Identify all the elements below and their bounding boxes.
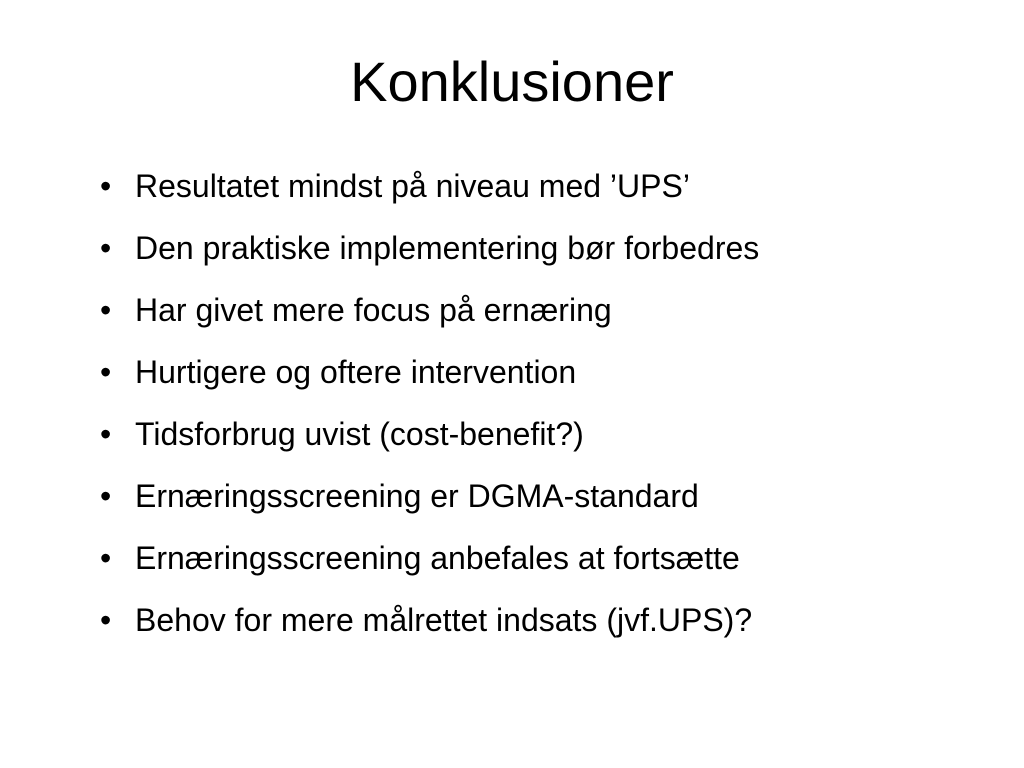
bullet-text: Den praktiske implementering bør forbedres xyxy=(135,229,760,266)
bullet-item xyxy=(100,217,980,279)
bullet-item xyxy=(100,279,980,341)
bullet-text: Ernæringsscreening er DGMA-standard xyxy=(135,477,699,514)
bullet-text: Hurtigere og oftere intervention xyxy=(135,353,577,390)
bullet-marker: • xyxy=(100,539,112,576)
bullet-item xyxy=(100,527,980,589)
slide-title: Konklusioner xyxy=(350,50,674,113)
bullet-text: Ernæringsscreening anbefales at fortsætte xyxy=(135,539,740,576)
bullet-list xyxy=(100,155,980,651)
bullet-item xyxy=(100,155,980,217)
bullet-marker: • xyxy=(100,353,112,390)
bullet-marker: • xyxy=(100,229,112,266)
bullet-item xyxy=(100,341,980,403)
bullet-text: Har givet mere focus på ernæring xyxy=(135,291,612,328)
bullet-marker: • xyxy=(100,601,112,638)
bullet-item xyxy=(100,465,980,527)
bullet-marker: • xyxy=(100,291,112,328)
bullet-text: Tidsforbrug uvist (cost-benefit?) xyxy=(135,415,584,452)
bullet-marker: • xyxy=(100,415,112,452)
bullet-item xyxy=(100,403,980,465)
bullet-marker: • xyxy=(100,167,112,204)
bullet-text: Behov for mere målrettet indsats (jvf.UPS)? xyxy=(135,601,753,638)
bullet-marker: • xyxy=(100,477,112,514)
bullet-text: Resultatet mindst på niveau med ’UPS’ xyxy=(135,167,690,204)
bullet-item xyxy=(100,589,980,651)
